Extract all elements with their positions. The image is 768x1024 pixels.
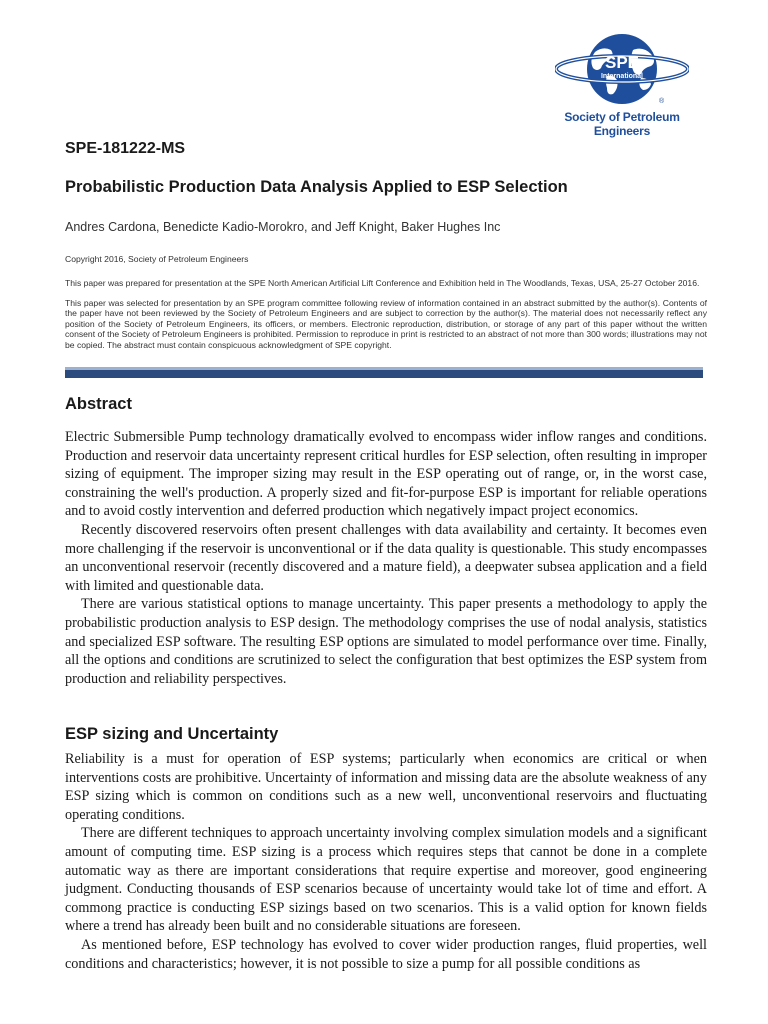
authors: Andres Cardona, Benedicte Kadio-Morokro, and Jeff Knight, Baker Hughes Inc — [65, 220, 501, 234]
esp-paragraph: Reliability is a must for operation of ESP systems; particularly when economics are critical or when interventions costs are prohibitive. Uncertainty of information and missing data are the absolute weakness of any ESP sizing which is common on conditions such as a new well, unconventional reservoirs and fluctuating operating conditions. — [65, 751, 707, 823]
header-divider — [65, 367, 703, 378]
registered-mark: ® — [659, 98, 665, 105]
copyright-notice: Copyright 2016, Society of Petroleum Engineers — [65, 254, 249, 264]
esp-paragraph: There are different techniques to approach uncertainty involving complex simulation models and a significant amount of computing time. ESP sizing is a process which requires steps that cannot be done in a complete automatic way as there are important considerations that require expertise and moreover, good engineering judgment. Conducting thousands of ESP scenarios because of uncertainty would take lot of time and effort. A commong practice is conducting ESP sizings based on two scenarios. This is a valid option for known fields where a trend has already been built and no considerable situations are foreseen. — [65, 825, 707, 935]
esp-section-body — [65, 750, 707, 973]
esp-paragraph: As mentioned before, ESP technology has evolved to cover wider production ranges, fluid properties, well conditions and characteristics; however, it is not possible to size a pump for all possible conditions as — [65, 936, 707, 972]
paper-id: SPE-181222-MS — [65, 140, 186, 157]
abstract-heading: Abstract — [65, 395, 132, 413]
globe-icon — [555, 32, 689, 106]
spe-logo — [537, 32, 707, 138]
esp-section-heading: ESP sizing and Uncertainty — [65, 725, 279, 743]
logo-international-text: International — [600, 73, 644, 80]
logo-spe-text: SPE — [604, 53, 640, 72]
society-name: Society of Petroleum Engineers — [564, 110, 680, 138]
abstract-paragraph: Recently discovered reservoirs often present challenges with data availability and certainty. It becomes even more challenging if the reservoir is unconventional or if the data quality is questionable. This study encompasses an unconventional reservoir (recently discovered and a mature field), a deepwater subsea application and a field with limited and questionable data. — [65, 521, 707, 594]
abstract-paragraph: There are various statistical options to manage uncertainty. This paper presents a methodology to apply the probabilistic production analysis to ESP design. The methodology comprises the use of nodal analysis, statistics and specialized ESP software. The resulting ESP options are simulated to model performance over time. Finally, all the options and conditions are scrutinized to select the configuration that best optimizes the ESP system from production and reliability perspectives. — [65, 596, 707, 687]
selection-disclaimer: This paper was selected for presentation by an SPE program committee following review of information contained in an abstract submitted by the author(s). Contents of the paper have not been reviewed by the Society of Petroleum Engineers and are subject to correction by the author(s). The material does not necessarily reflect any position of the Society of Petroleum Engineers, its officers, or members. Electronic reproduction, distribution, or storage of any part of this paper without the written consent of the Society of Petroleum Engineers is prohibited. Permission to reproduce in print is restricted to an abstract of not more than 300 words; illustrations may not be copied. The abstract must contain conspicuous acknowledgment of SPE copyright. — [65, 298, 707, 350]
presentation-notice: This paper was prepared for presentation at the SPE North American Artificial Lift Conference and Exhibition held in The Woodlands, Texas, USA, 25-27 October 2016. — [65, 278, 700, 288]
abstract-body — [65, 428, 707, 688]
paper-title: Probabilistic Production Data Analysis Applied to ESP Selection — [65, 178, 568, 196]
abstract-paragraph: Electric Submersible Pump technology dramatically evolved to encompass wider inflow ranges and conditions. Production and reservoir data uncertainty represent critical hurdles for ESP selection, often resulting in improper sizing of equipment. The improper sizing may result in the ESP operating out of range, or, in the worst case, constraining the well's production. A properly sized and fit-for-purpose ESP is important for reliable operations and to avoid costly intervention and deferred production which negatively impact project economics. — [65, 429, 707, 520]
